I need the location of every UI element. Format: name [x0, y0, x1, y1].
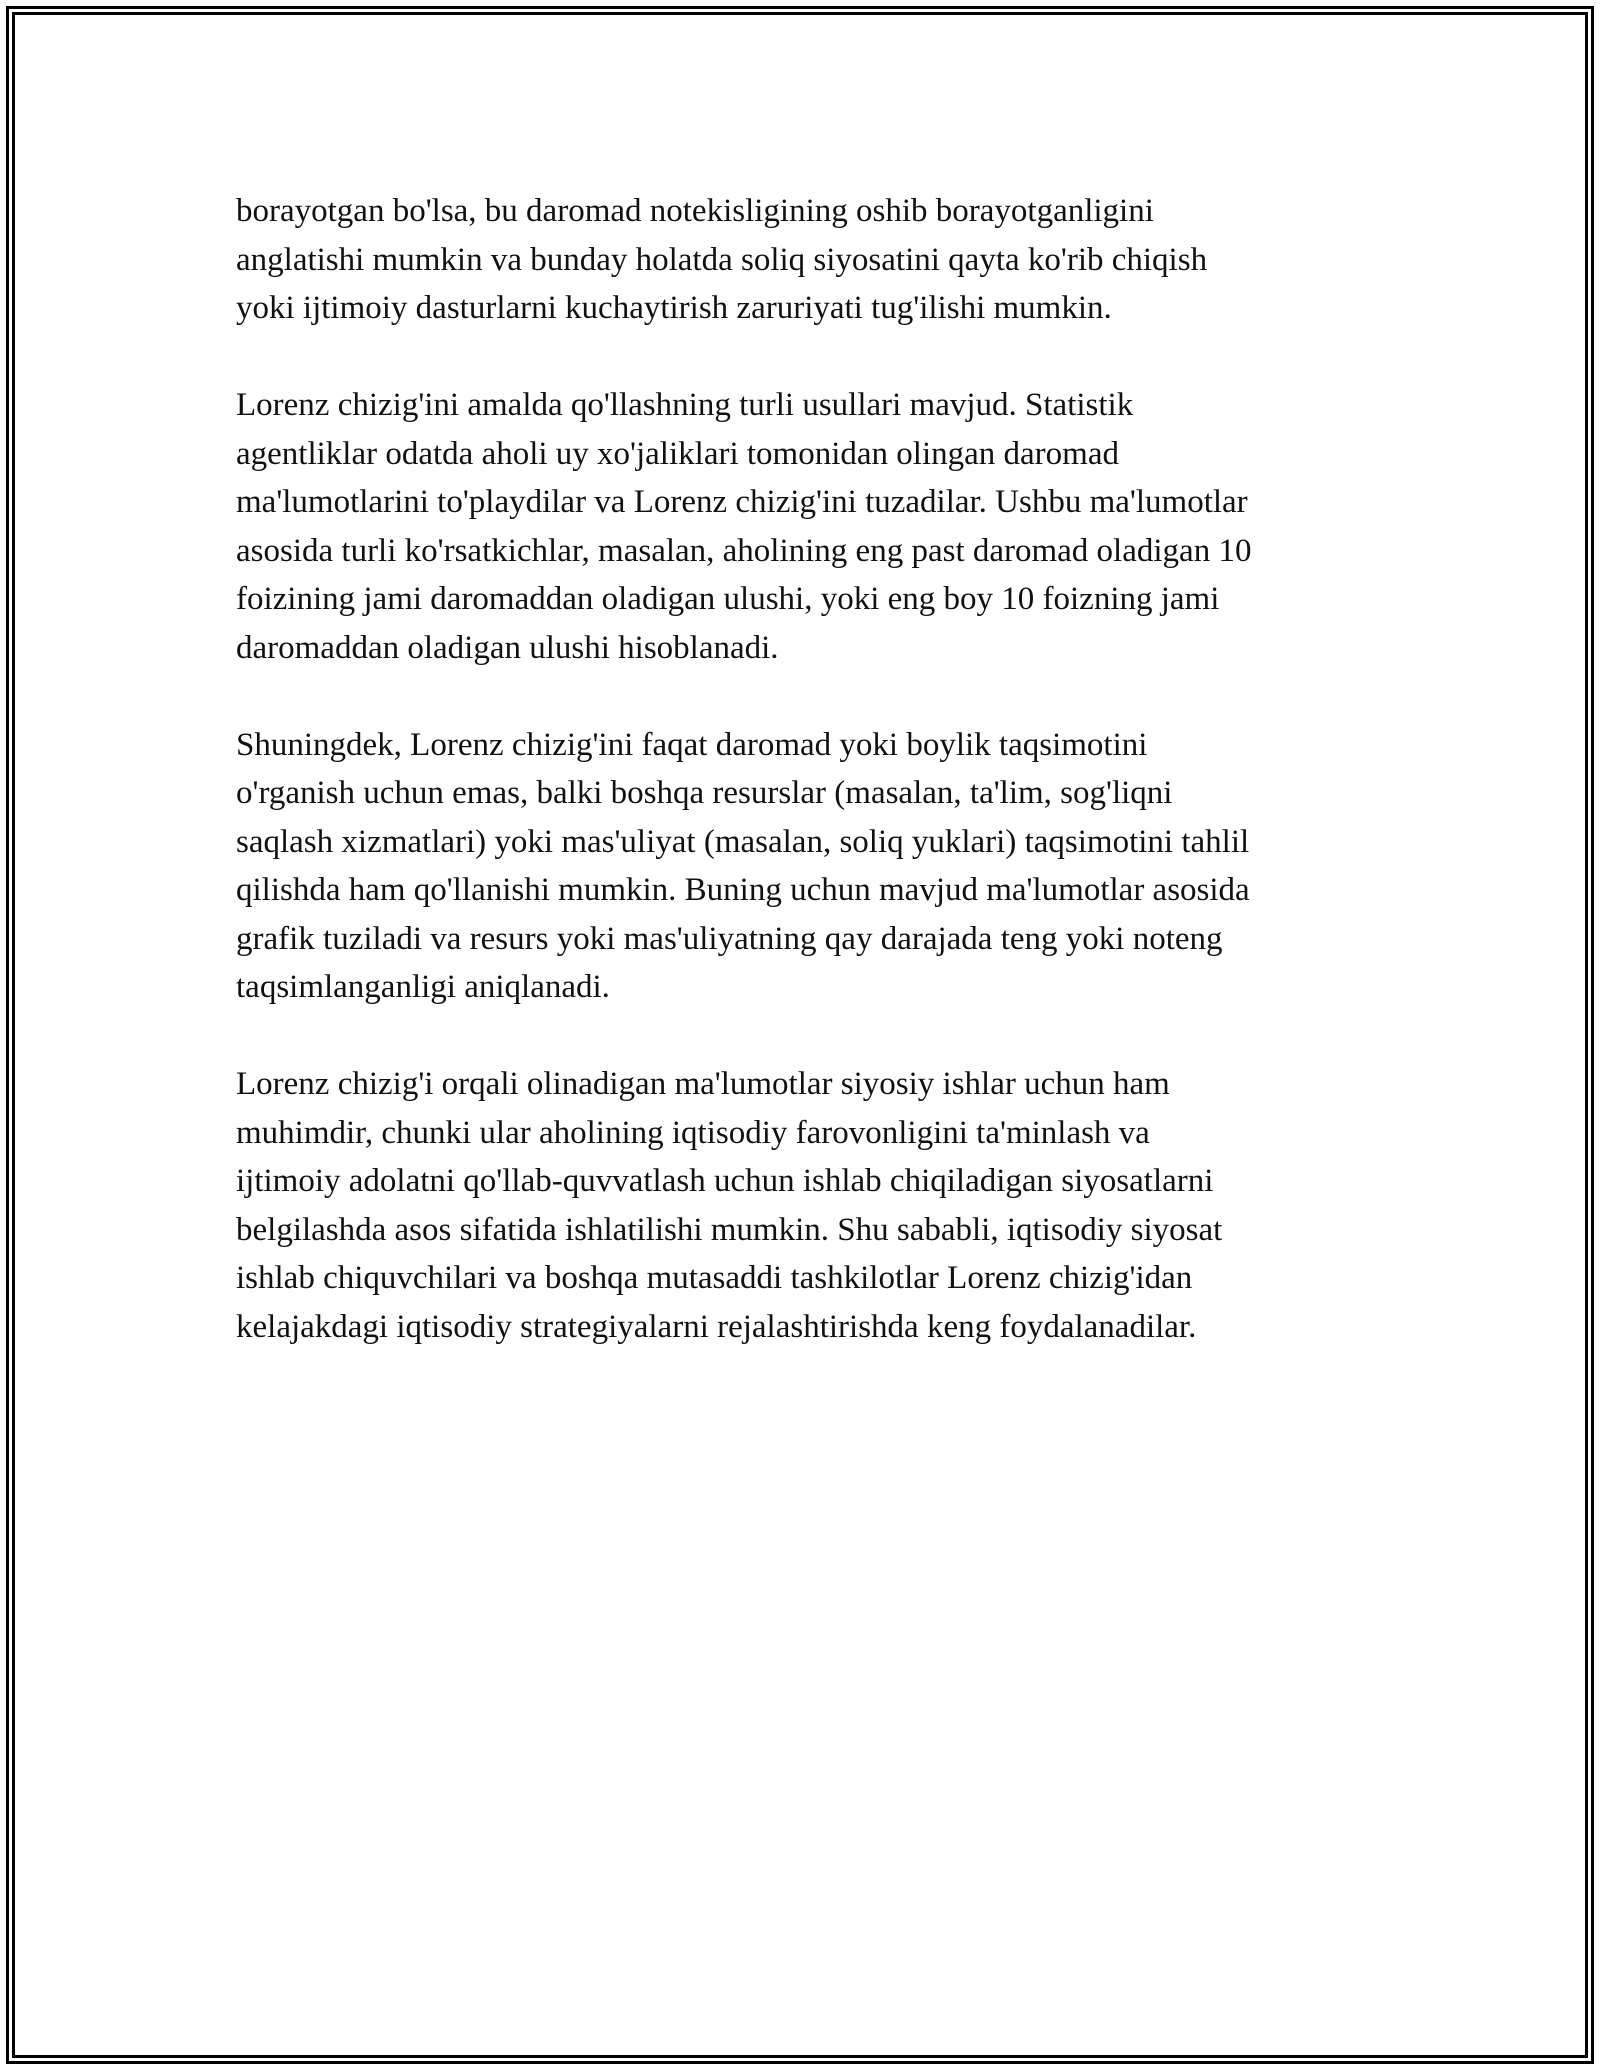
paragraph-lorenz-methods: Lorenz chizig'ini amalda qo'llashning turli usullari mavjud. Statistik agentliklar odatda aholi uy xo'jaliklari tomonidan olingan daromad ma'lumotlarini to'playdilar va Lorenz chizig'ini tuzadilar. Ushbu ma'lumotlar asosida turli ko'rsatkichlar, masalan, aholining eng past daromad oladigan 10 foizining jami daromaddan oladigan ulushi, yoki eng boy 10 foizning jami daromaddan oladigan ulushi hisoblanadi. [236, 387, 1252, 666]
paragraph-lorenz-policy: Lorenz chizig'i orqali olinadigan ma'lumotlar siyosiy ishlar uchun ham muhimdir, chunki ular aholining iqtisodiy farovonligini ta'minlash va ijtimoiy adolatni qo'llab-quvvatlash uchun ishlab chiqiladigan siyosatlarni belgilashda asos sifatida ishlatilishi mumkin. Shu sababli, iqtisodiy siyosat ishlab chiquvchilari va boshqa mutasaddi tashkilotlar Lorenz chizig'idan kelajakdagi iqtisodiy strategiyalarni rejalashtirishda keng foydalanadilar. [236, 1066, 1223, 1345]
paragraph-lorenz-resources: Shuningdek, Lorenz chizig'ini faqat daromad yoki boylik taqsimotini o'rganish uchun emas, balki boshqa resurslar (masalan, ta'lim, sog'liqni saqlash xizmatlari) yoki mas'uliyat (masalan, soliq yuklari) taqsimotini tahlil qilishda ham qo'llanishi mumkin. Buning uchun mavjud ma'lumotlar asosida grafik tuziladi va resurs yoki mas'uliyatning qay darajada teng yoki noteng taqsimlanganligi aniqlanadi. [236, 726, 1250, 1005]
document-body [236, 187, 1366, 1400]
paragraph-continuation: borayotgan bo'lsa, bu daromad notekisligining oshib borayotganligini anglatishi mumkin va bunday holatda soliq siyosatini qayta ko'rib chiqish yoki ijtimoiy dasturlarni kuchaytirish zaruriyati tug'ilishi mumkin. [236, 193, 1208, 326]
